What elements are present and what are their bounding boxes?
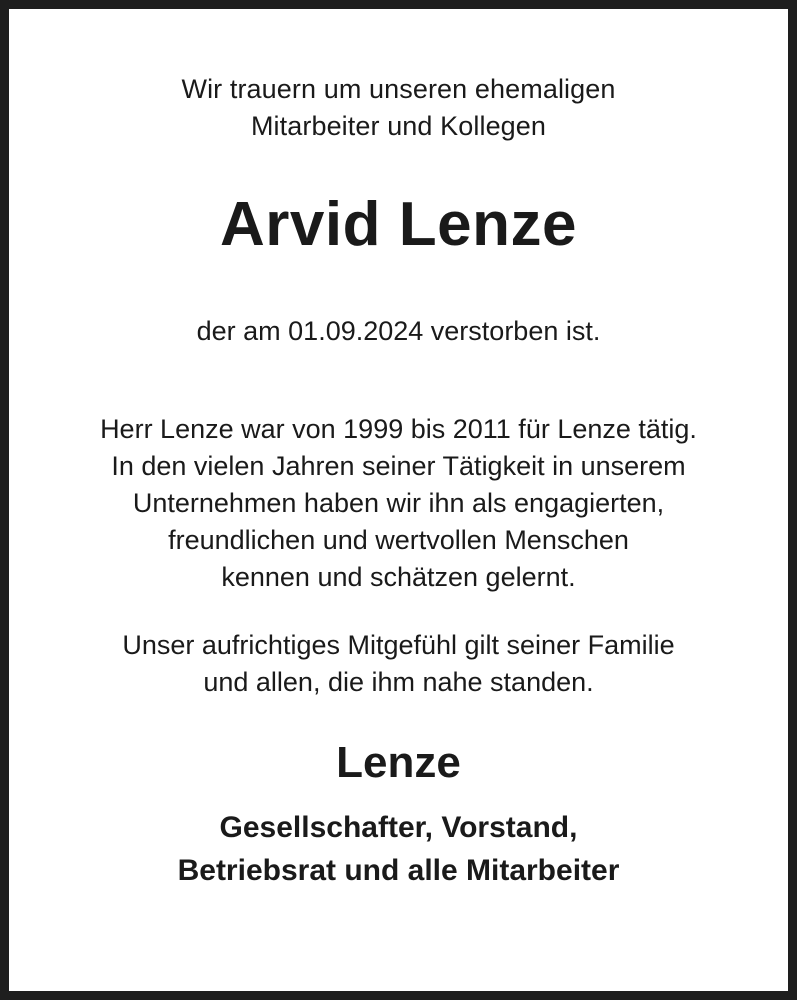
condolence-line-2: und allen, die ihm nahe standen. bbox=[203, 667, 594, 697]
tribute-line-3: Unternehmen haben wir ihn als engagierten, bbox=[132, 488, 665, 518]
tribute-line-5: kennen und schätzen gelernt. bbox=[221, 562, 576, 592]
signers-line-1: Gesellschafter, Vorstand, bbox=[219, 811, 578, 844]
intro-line-1: Wir trauern um unseren ehemaligen bbox=[181, 74, 616, 104]
company-name: Lenze bbox=[336, 738, 461, 787]
condolence-line-1: Unser aufrichtiges Mitgefühl gilt seiner Familie bbox=[122, 630, 675, 660]
signers-line-2: Betriebsrat und alle Mitarbeiter bbox=[177, 854, 620, 887]
date-line: der am 01.09.2024 verstorben ist. bbox=[196, 316, 601, 346]
tribute-line-2: In den vielen Jahren seiner Tätigkeit in unserem bbox=[111, 451, 686, 481]
deceased-name: Arvid Lenze bbox=[220, 190, 577, 259]
intro-line-2: Mitarbeiter und Kollegen bbox=[250, 111, 547, 141]
tribute-line-4: freundlichen und wertvollen Menschen bbox=[168, 525, 629, 555]
tribute-line-1: Herr Lenze war von 1999 bis 2011 für Lenze tätig. bbox=[100, 414, 697, 444]
